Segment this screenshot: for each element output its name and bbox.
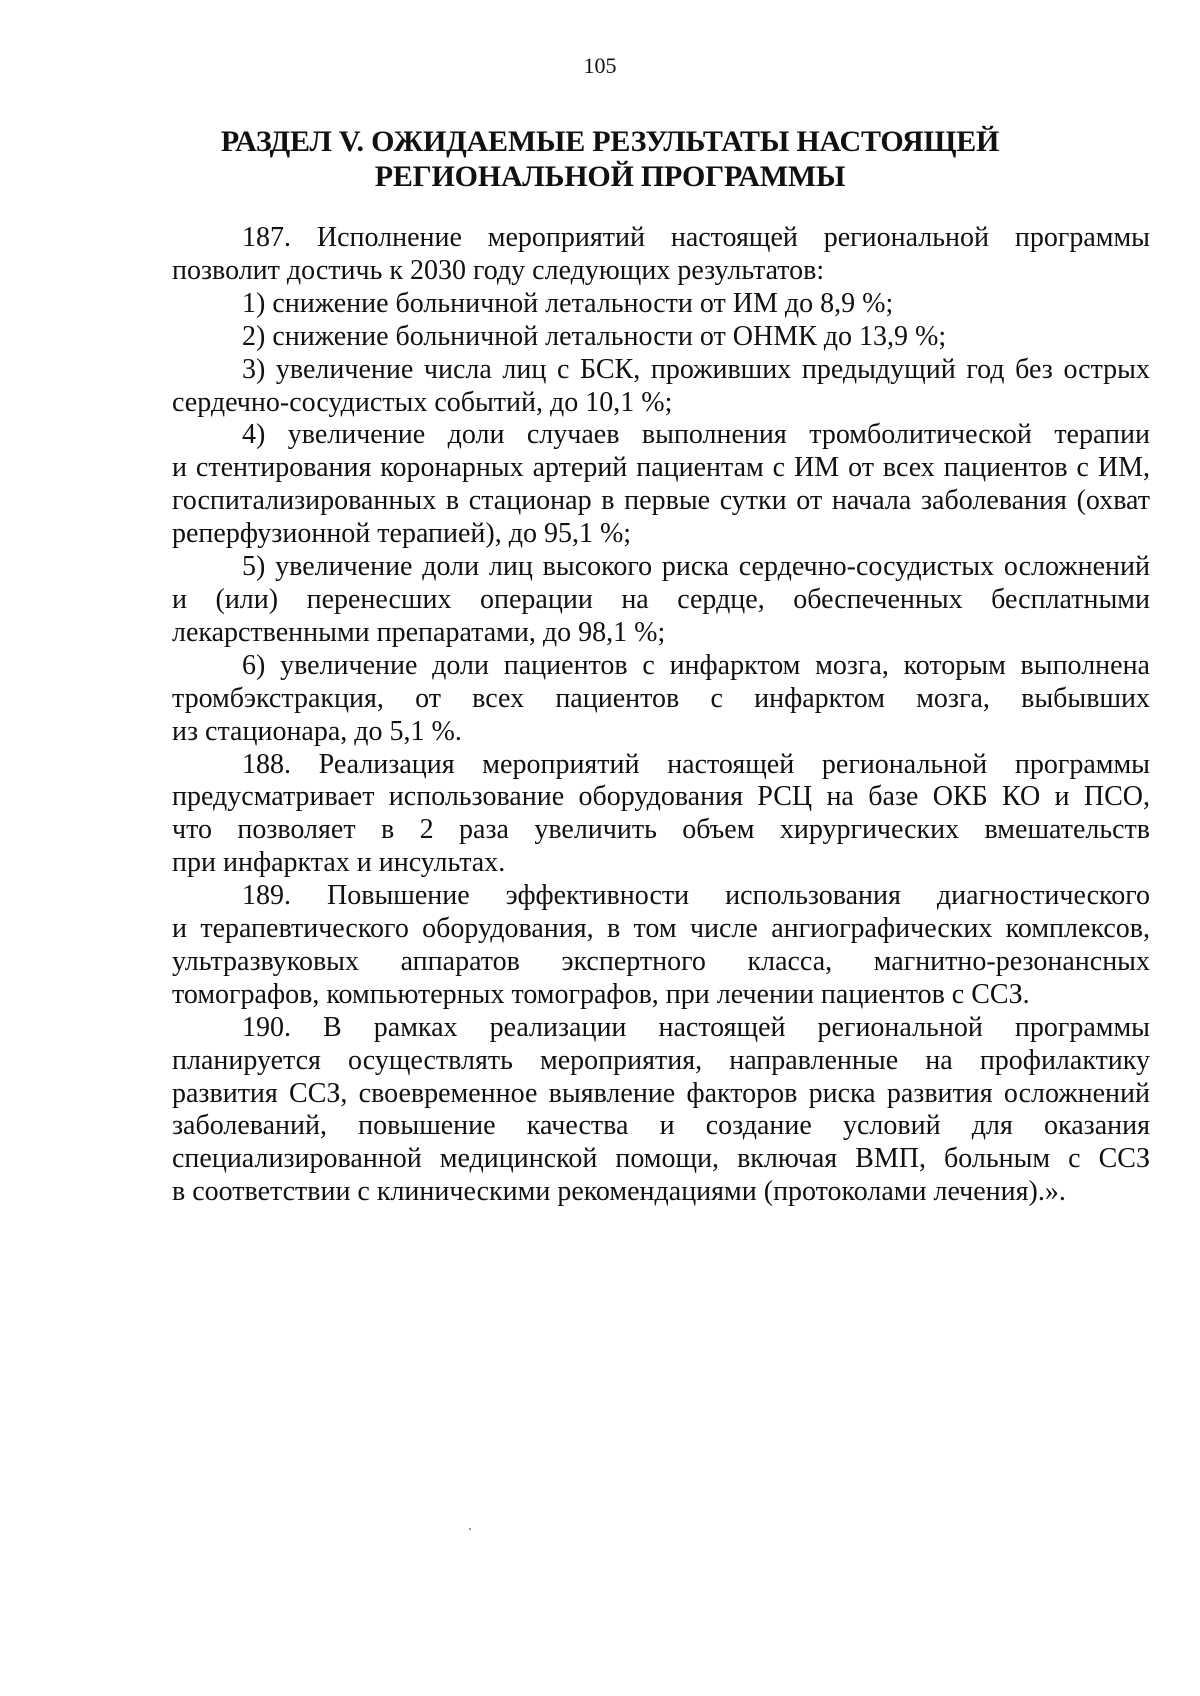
- paragraph-line: позволит достичь к 2030 году следующих результатов:: [172, 254, 825, 286]
- paragraph: [172, 1012, 1150, 1209]
- paragraph-line: 190. В рамках реализации настоящей региональной программы: [242, 1011, 1150, 1043]
- page-number: 105: [583, 53, 617, 78]
- paragraph-line: 4) увеличение доли случаев выполнения тромболитической терапии: [242, 419, 1150, 451]
- paragraph-line: 3) увеличение числа лиц с БСК, проживших предыдущий год без острых: [242, 353, 1150, 385]
- paragraph-line: 5) увеличение доли лиц высокого риска сердечно-сосудистых осложнений: [242, 551, 1150, 583]
- document-body: [172, 222, 1150, 1209]
- paragraph-line: что позволяет в 2 раза увеличить объем хирургических вмешательств: [172, 814, 1150, 846]
- paragraph: [172, 419, 1150, 551]
- section-heading: [160, 124, 1060, 194]
- paragraph-line: и стентирования коронарных артерий пациентам с ИМ от всех пациентов с ИМ,: [172, 452, 1150, 484]
- section-heading-line-2: РЕГИОНАЛЬНОЙ ПРОГРАММЫ: [374, 160, 846, 193]
- paragraph: [172, 749, 1150, 881]
- paragraph-line: 2) снижение больничной летальности от ОНМК до 13,9 %;: [242, 320, 947, 352]
- paragraph-line: реперфузионной терапией), до 95,1 %;: [172, 518, 632, 550]
- paragraph-line: заболеваний, повышение качества и создание условий для оказания: [172, 1110, 1150, 1142]
- paragraph-line: 6) увеличение доли пациентов с инфарктом мозга, которым выполнена: [242, 649, 1150, 681]
- paragraph-line: сердечно-сосудистых событий, до 10,1 %;: [172, 386, 673, 418]
- paragraph: [172, 288, 1150, 321]
- paragraph-line: предусматривает использование оборудования РСЦ на базе ОКБ КО и ПСО,: [172, 781, 1150, 813]
- paragraph: [172, 321, 1150, 354]
- paragraph-line: госпитализированных в стационар в первые сутки от начала заболевания (охват: [172, 485, 1150, 517]
- paragraph-line: 188. Реализация мероприятий настоящей региональной программы: [242, 748, 1150, 780]
- paragraph-line: развития ССЗ, своевременное выявление факторов риска развития осложнений: [172, 1077, 1150, 1109]
- section-heading-line-1: РАЗДЕЛ V. ОЖИДАЕМЫЕ РЕЗУЛЬТАТЫ НАСТОЯЩЕЙ: [220, 125, 1000, 158]
- paragraph-line: тромбэкстракция, от всех пациентов с инфарктом мозга, выбывших: [172, 682, 1150, 714]
- paragraph-line: планируется осуществлять мероприятия, направленные на профилактику: [172, 1044, 1150, 1076]
- paragraph: [172, 880, 1150, 1012]
- paragraph: [172, 551, 1150, 650]
- paragraph-line: 187. Исполнение мероприятий настоящей региональной программы: [242, 222, 1150, 253]
- paragraph-line: и (или) перенесших операции на сердце, обеспеченных бесплатными: [172, 583, 1150, 615]
- paragraph: [172, 222, 1150, 288]
- paragraph-line: лекарственными препаратами, до 98,1 %;: [172, 616, 666, 648]
- paragraph-line: и терапевтического оборудования, в том числе ангиографических комплексов,: [172, 913, 1150, 945]
- scan-speck: [469, 1528, 471, 1530]
- paragraph-line: в соответствии с клиническими рекомендациями (протоколами лечения).».: [172, 1176, 1066, 1208]
- paragraph-line: 189. Повышение эффективности использования диагностического: [242, 880, 1150, 912]
- paragraph-line: при инфарктах и инсультах.: [172, 847, 506, 879]
- paragraph: [172, 354, 1150, 420]
- paragraph-line: из стационара, до 5,1 %.: [172, 715, 462, 747]
- paragraph: [172, 650, 1150, 749]
- paragraph-line: ультразвуковых аппаратов экспертного класса, магнитно-резонансных: [172, 945, 1150, 977]
- paragraph-line: томографов, компьютерных томографов, при лечении пациентов с ССЗ.: [172, 978, 1030, 1010]
- paragraph-line: 1) снижение больничной летальности от ИМ до 8,9 %;: [242, 287, 894, 319]
- paragraph-line: специализированной медицинской помощи, включая ВМП, больным с ССЗ: [172, 1143, 1150, 1175]
